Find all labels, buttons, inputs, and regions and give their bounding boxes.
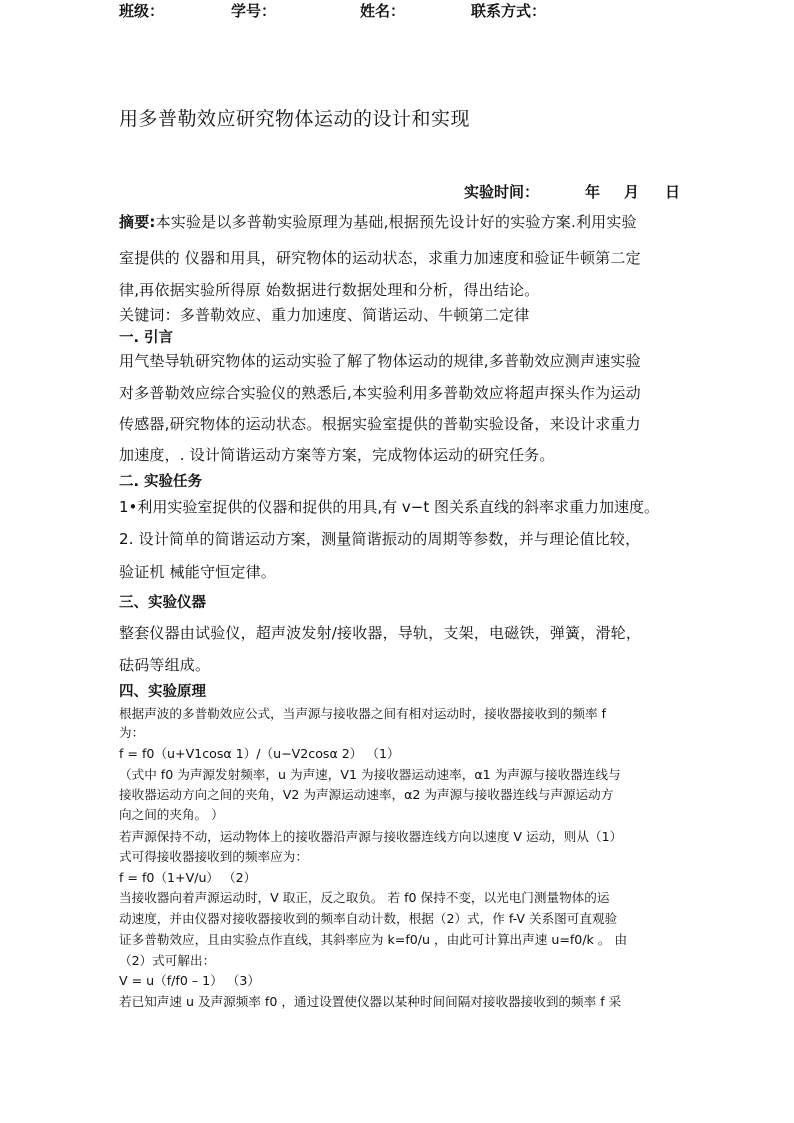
intro-line-2: 对多普勒效应综合实验仪的熟悉后,本实验利用多普勒效应将超声探头作为运动 — [119, 384, 641, 402]
experiment-time-label: 实验时间： — [464, 183, 540, 201]
task-item-2-continued: 验证机 械能守恒定律。 — [119, 563, 276, 581]
month-label: 月 — [624, 183, 640, 201]
contact-label: 联系方式： — [471, 2, 547, 20]
principle-line-8: 式可得接收器接收到的频率应为： — [119, 849, 308, 864]
intro-line-1: 用气垫导轨研究物体的运动实验了解了物体运动的规律,多普勒效应测声速实验 — [119, 352, 641, 370]
principle-line-15: 若已知声速 u 及声源频率 f0 ，通过设置使仪器以某种时间间隔对接收器接收到的频率 f 采 — [119, 994, 622, 1009]
principle-line-2: 为： — [119, 725, 145, 740]
document-title: 用多普勒效应研究物体运动的设计和实现 — [119, 108, 471, 130]
abstract-line-3: 律,再依据实验所得原 始数据进行数据处理和分析，得出结论。 — [119, 281, 540, 299]
student-id-label: 学号： — [231, 2, 277, 20]
abstract-text: 本实验是以多普勒实验原理为基础,根据预先设计好的实验方案.利用实验 — [155, 213, 637, 231]
principle-line-5: 接收器运动方向之间的夹角，V2 为声源运动速率，α2 为声源与接收器连线与声源运动方 — [119, 787, 614, 802]
intro-line-4: 加速度，. 设计简谐运动方案等方案，完成物体运动的研究任务。 — [119, 446, 555, 464]
section-heading-principle: 四、实验原理 — [119, 684, 206, 700]
principle-line-1: 根据声波的多普勒效应公式，当声源与接收器之间有相对运动时，接收器接收到的频率 f — [119, 706, 606, 721]
principle-line-12: 证多普勒效应，且由实验点作直线，其斜率应为 k=f0/u ，由此可计算出声速 u=f0/k 。 由 — [119, 932, 628, 947]
instruments-line-2: 砝码等组成。 — [119, 656, 211, 674]
name-label: 姓名： — [360, 2, 406, 20]
instruments-line-1: 整套仪器由试验仪，超声波发射/接收器，导轨，支架，电磁铁，弹簧，滑轮， — [119, 624, 642, 642]
abstract-line-1 — [119, 211, 637, 232]
section-heading-tasks: 二. 实验任务 — [119, 474, 203, 490]
task-item-2: 2. 设计简单的简谐运动方案，测量简谐振动的周期等参数，并与理论值比较， — [119, 530, 641, 548]
class-label: 班级： — [119, 2, 165, 20]
task-item-1: 1•利用实验室捉供的仪器和捉供的用具,有 v−t 图关系直线的斜率求重力加速度。 — [119, 498, 660, 516]
formula-3: V = u（f/f0 – 1） （3） — [119, 973, 260, 988]
principle-line-11: 动速度，并由仪器对接收器接收到的频率自动计数，根据（2）式，作 f-V 关系图可直观验 — [119, 911, 618, 926]
abstract-label: 摘要: — [119, 213, 156, 231]
section-heading-instruments: 三、实验仪器 — [119, 595, 206, 611]
abstract-line-2: 室提供的 仪器和用具，研究物体的运动状态，求重力加速度和验证牛顿第二定 — [119, 249, 641, 267]
formula-1: f = f0（u+V1cosα 1）/（u−V2cosα 2） （1） — [119, 746, 400, 761]
keywords-line: 关键词：多普勒效应、重力加速度、简谐运动、牛顿第二定律 — [119, 306, 530, 324]
principle-line-13: （2）式可解出： — [119, 953, 216, 968]
section-heading-introduction: 一. 引言 — [119, 330, 174, 346]
day-label: 日 — [665, 183, 681, 201]
principle-line-10: 当接收器向着声源运动时，V 取正，反之取负。 若 f0 保持不变，以光电门测量物体的运 — [119, 890, 610, 905]
principle-line-7: 若声源保持不动，运动物体上的接收器沿声源与接收器连线方向以速度 V 运动，则从（1） — [119, 829, 623, 844]
principle-line-4: （式中 f0 为声源发射频率，u 为声速，V1 为接收器运动速率，α1 为声源与接收器连线与 — [119, 767, 621, 782]
year-label: 年 — [585, 183, 601, 201]
principle-line-6: 向之间的夹角。 ） — [119, 807, 224, 822]
formula-2: f = f0（1+V/u） （2） — [119, 870, 257, 885]
intro-line-3: 传感器,研究物体的运动状态。根据实验室提供的普勒实验设备，来设计求重力 — [119, 415, 641, 433]
